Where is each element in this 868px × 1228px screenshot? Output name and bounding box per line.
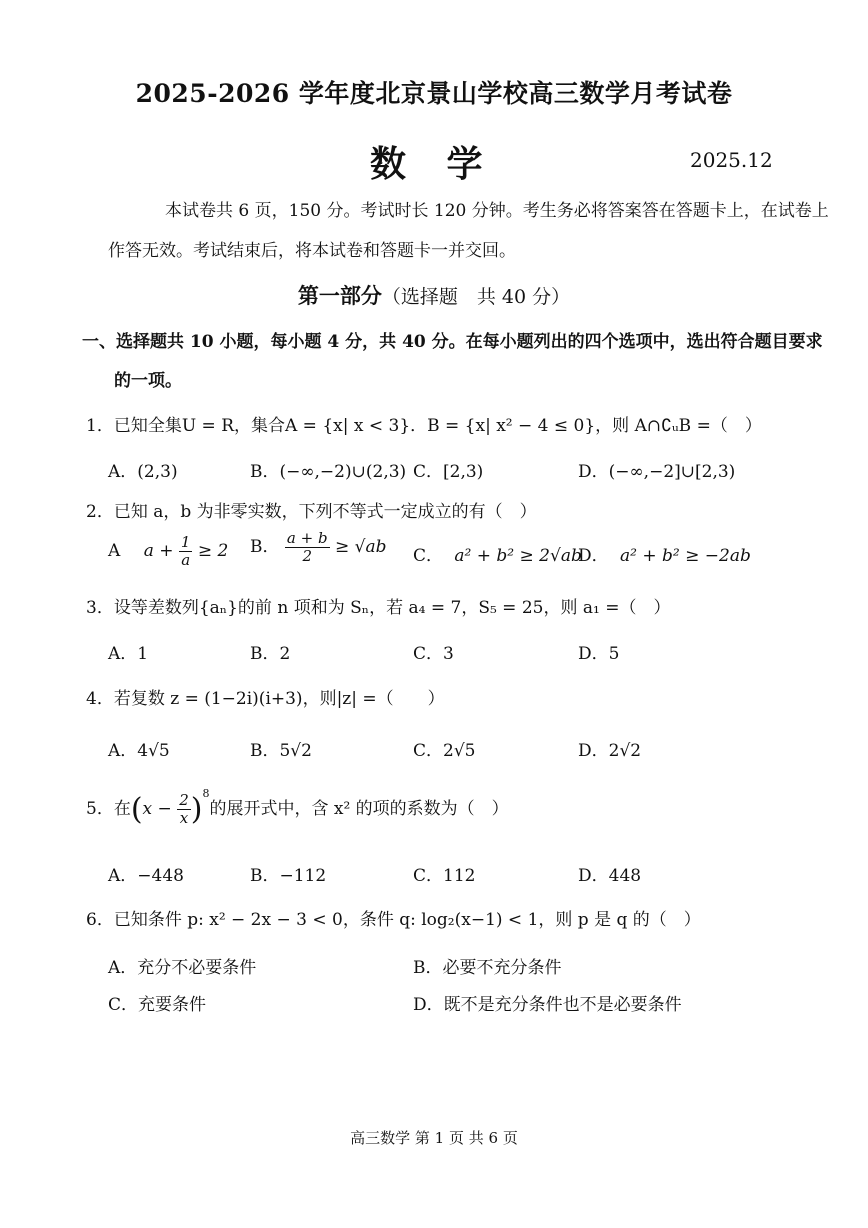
part-note: （选择题 共 40 分） (381, 286, 571, 308)
q2-option-c[interactable] (413, 541, 582, 566)
q2-a-fraction (179, 534, 193, 569)
q5-option-d[interactable]: D．448 (578, 866, 642, 886)
q5-stem-rest: 的展开式中，含 x² 的项的系数为（ ） (209, 799, 509, 819)
q4-option-b[interactable]: B．5√2 (250, 741, 312, 761)
q2-b-fraction (285, 530, 330, 565)
q2-option-c-label: C． (413, 546, 444, 566)
q5-right-paren: ) (190, 792, 203, 827)
intro-line-1: 本试卷共 6 页，150 分。考试时长 120 分钟。考生务必将答案答在答题卡上，在试卷上 (165, 201, 829, 221)
q2-a-den: a (181, 551, 191, 569)
q3-option-d[interactable]: D．5 (578, 644, 620, 664)
q2-option-d[interactable] (578, 541, 751, 566)
q2-option-d-label: D． (578, 546, 609, 566)
q3-option-c[interactable]: C．3 (413, 644, 454, 664)
q2-option-b[interactable] (250, 530, 386, 565)
q2-c-math: a² + b² ≥ 2√ab (454, 546, 582, 566)
q1-option-b[interactable]: B．(−∞,−2)∪(2,3) (250, 462, 407, 482)
q5-den: x (179, 809, 189, 827)
q2-option-b-label: B． (250, 537, 280, 557)
q5-base: x − (142, 799, 172, 819)
exam-date: 2025.12 (690, 148, 773, 172)
q4-option-a[interactable]: A．4√5 (108, 741, 170, 761)
q2-option-a-label: A (108, 541, 121, 561)
q2-a-num: 1 (180, 533, 191, 551)
q2-b-num: a + b (286, 529, 328, 547)
part-title: 第一部分 (297, 283, 382, 308)
q3-option-b[interactable]: B．2 (250, 644, 291, 664)
q5-prefix: 5．在 (86, 799, 131, 819)
q1-option-d[interactable]: D．(−∞,−2]∪[2,3) (578, 462, 736, 482)
q6-option-d[interactable]: D．既不是充分条件也不是必要条件 (413, 995, 682, 1015)
question-4-stem: 4．若复数 z = (1−2i)(i+3)，则|z| =（ ） (86, 689, 445, 709)
q4-option-d[interactable]: D．2√2 (578, 741, 642, 761)
page-footer: 高三数学 第 1 页 共 6 页 (350, 1129, 518, 1147)
exam-title: 2025-2026 学年度北京景山学校高三数学月考试卷 (135, 79, 733, 108)
q1-option-c[interactable]: C．[2,3) (413, 462, 484, 482)
q2-a-lhs: a + (143, 541, 174, 561)
section-instructions-2: 的一项。 (114, 371, 182, 391)
q5-num: 2 (179, 791, 189, 809)
question-2-stem: 2．已知 a，b 为非零实数，下列不等式一定成立的有（ ） (86, 502, 537, 522)
q2-option-a[interactable] (108, 534, 228, 569)
q6-option-b[interactable]: B．必要不充分条件 (413, 958, 562, 978)
q3-option-a[interactable]: A．1 (108, 644, 149, 664)
q5-fraction (177, 792, 191, 827)
q4-option-c[interactable]: C．2√5 (413, 741, 476, 761)
q2-a-rhs: ≥ 2 (197, 541, 229, 561)
part-heading (0, 280, 868, 310)
q6-option-c[interactable]: C．充要条件 (108, 995, 207, 1015)
q5-option-b[interactable]: B．−112 (250, 866, 327, 886)
question-1-stem: 1．已知全集U = R，集合A = {x| x < 3}．B = {x| x² − 4 ≤ 0}，则 A∩∁ᵤB =（ ） (86, 416, 762, 436)
q5-option-c[interactable]: C．112 (413, 866, 476, 886)
q2-d-math: a² + b² ≥ −2ab (620, 546, 751, 566)
question-5-stem (86, 787, 509, 827)
section-instructions-1: 一、选择题共 10 小题，每小题 4 分，共 40 分。在每小题列出的四个选项中，选出符合题目要求 (82, 332, 823, 352)
q5-exponent: 8 (202, 787, 210, 801)
q5-option-a[interactable]: A．−448 (108, 866, 184, 886)
q2-b-rhs: ≥ √ab (334, 537, 387, 557)
q2-b-den: 2 (302, 547, 312, 565)
intro-line-2: 作答无效。考试结束后，将本试卷和答题卡一并交回。 (108, 241, 516, 261)
q5-left-paren: ( (130, 792, 143, 827)
q1-option-a[interactable]: A．(2,3) (108, 462, 178, 482)
question-3-stem: 3．设等差数列{aₙ}的前 n 项和为 Sₙ，若 a₄ = 7，S₅ = 25，则 a₁ =（ ） (86, 598, 671, 618)
q6-option-a[interactable]: A．充分不必要条件 (108, 958, 257, 978)
question-6-stem: 6．已知条件 p: x² − 2x − 3 < 0，条件 q: log₂(x−1) < 1，则 p 是 q 的（ ） (86, 910, 701, 930)
subject-heading: 数 学 (370, 143, 497, 185)
